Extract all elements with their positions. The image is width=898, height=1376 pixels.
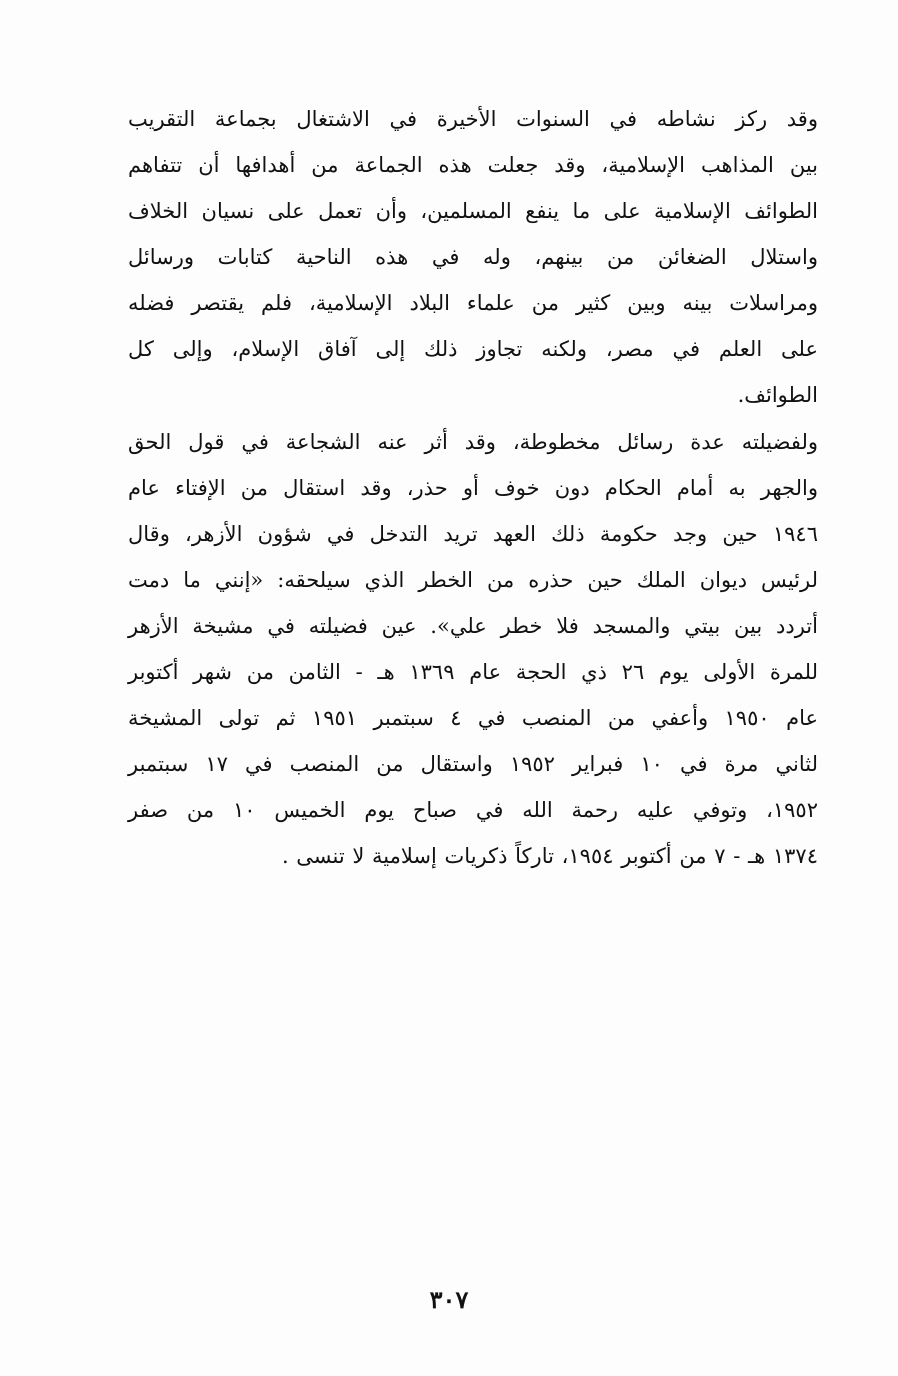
paragraph-line: لثاني مرة في ١٠ فبراير ١٩٥٢ واستقال من المنصب في ١٧ سبتمبر xyxy=(128,752,818,776)
paragraph-line: على العلم في مصر، ولكنه تجاوز ذلك إلى آفاق الإسلام، وإلى كل xyxy=(128,337,818,361)
page-number: ٣٠٧ xyxy=(429,1285,469,1314)
paragraph-line: بين المذاهب الإسلامية، وقد جعلت هذه الجماعة من أهدافها أن تتفاهم xyxy=(128,153,818,177)
paragraph-line: ولفضيلته عدة رسائل مخطوطة، وقد أثر عنه الشجاعة في قول الحق xyxy=(128,430,818,454)
paragraph-line: عام ١٩٥٠ وأعفي من المنصب في ٤ سبتمبر ١٩٥١ ثم تولى المشيخة xyxy=(128,706,819,730)
paragraph-1 xyxy=(128,96,818,418)
paragraph-line: ١٩٤٦ حين وجد حكومة ذلك العهد تريد التدخل في شؤون الأزهر، وقال xyxy=(128,522,818,546)
paragraph-line: ١٩٥٢، وتوفي عليه رحمة الله في صباح يوم الخميس ١٠ من صفر xyxy=(128,798,818,822)
paragraph-line: أتردد بين بيتي والمسجد فلا خطر علي». عين فضيلته في مشيخة الأزهر xyxy=(128,614,818,638)
paragraph-line: ومراسلات بينه وبين كثير من علماء البلاد الإسلامية، فلم يقتصر فضله xyxy=(128,291,818,315)
paragraph-line: والجهر به أمام الحكام دون خوف أو حذر، وقد استقال من الإفتاء عام xyxy=(128,476,818,500)
paragraph-line: الطوائف. xyxy=(737,383,818,407)
paragraph-2 xyxy=(128,419,818,879)
paragraph-line: الطوائف الإسلامية على ما ينفع المسلمين، وأن تعمل على نسيان الخلاف xyxy=(128,199,818,223)
paragraph-line: لرئيس ديوان الملك حين حذره من الخطر الذي سيلحقه: «إنني ما دمت xyxy=(128,568,818,592)
paragraph-line: وقد ركز نشاطه في السنوات الأخيرة في الاشتغال بجماعة التقريب xyxy=(128,107,818,131)
paragraph-line: للمرة الأولى يوم ٢٦ ذي الحجة عام ١٣٦٩ هـ - الثامن من شهر أكتوبر xyxy=(128,660,819,684)
paragraph-line: ١٣٧٤ هـ - ٧ من أكتوبر ١٩٥٤، تاركاً ذكريات إسلامية لا تنسى . xyxy=(281,844,818,868)
paragraph-line: واستلال الضغائن من بينهم، وله في هذه الناحية كتابات ورسائل xyxy=(128,245,818,269)
